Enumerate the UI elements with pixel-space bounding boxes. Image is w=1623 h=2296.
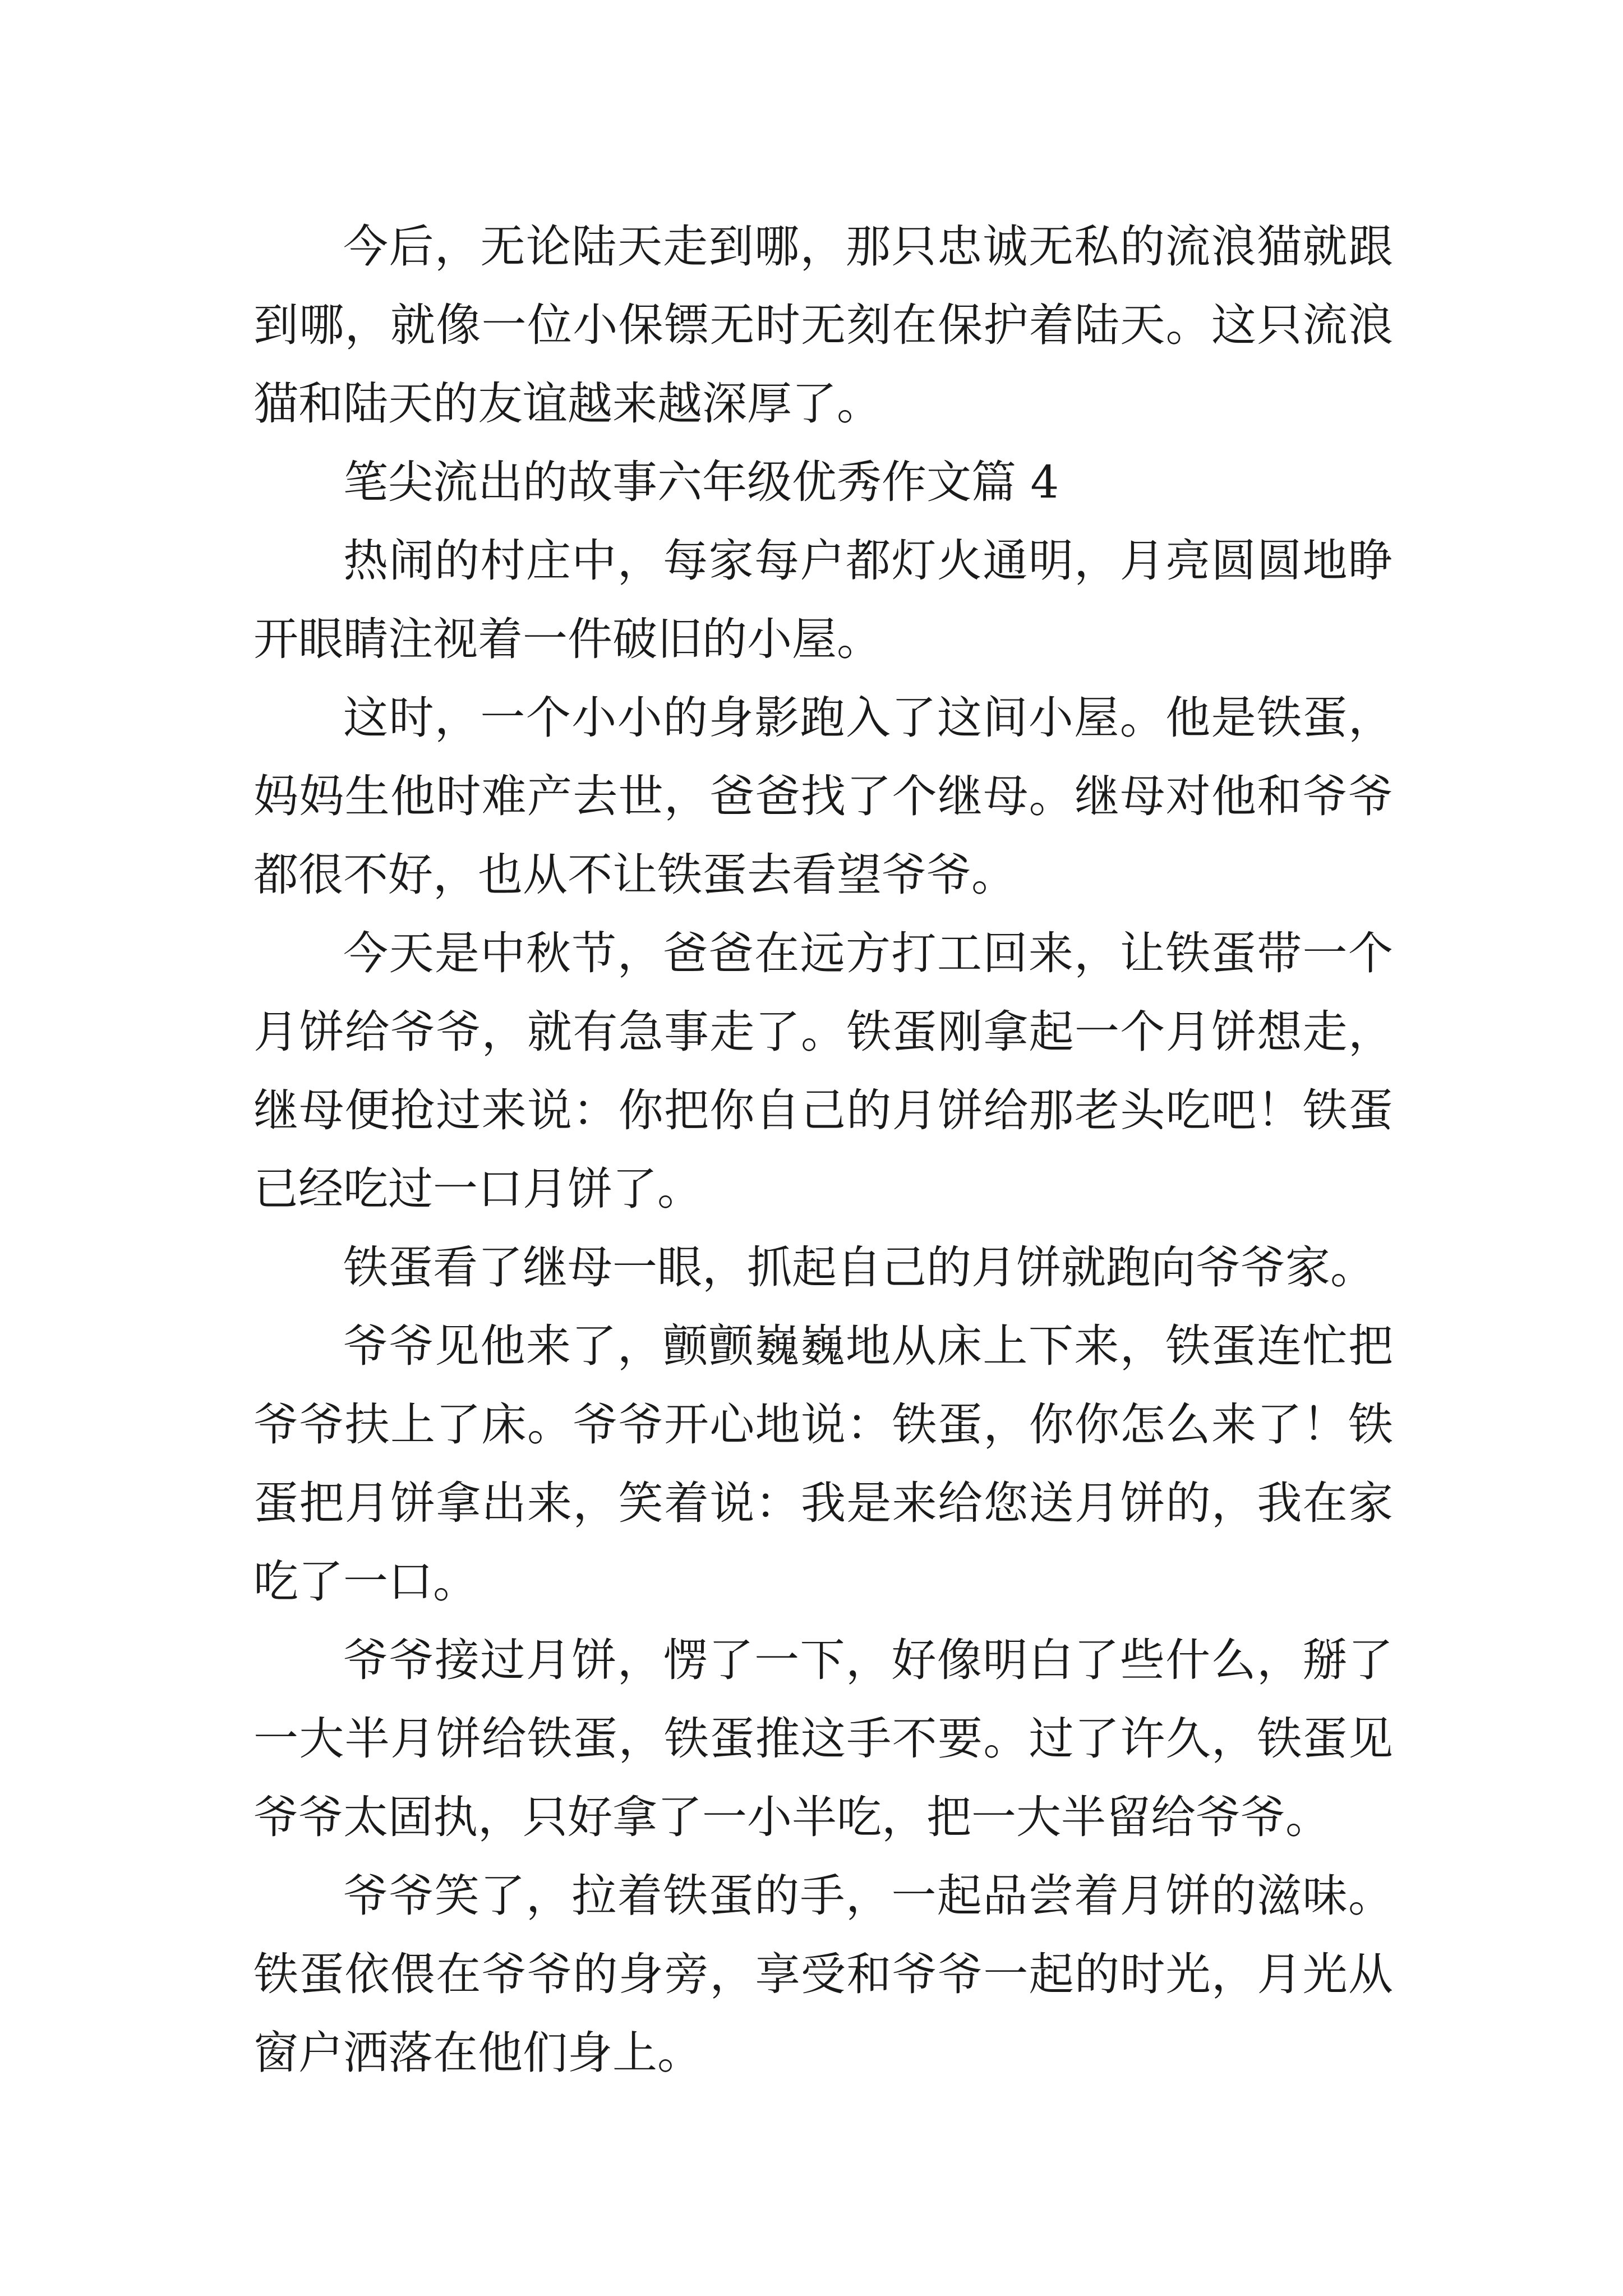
paragraph-4: 今天是中秋节，爸爸在远方打工回来，让铁蛋带一个月饼给爷爷，就有急事走了。铁蛋刚拿起一个月饼想走，继母便抢过来说：你把你自己的月饼给那老头吃吧！铁蛋已经吃过一口月饼了。 xyxy=(253,927,1393,1215)
paragraph-3: 这时，一个小小的身影跑入了这间小屋。他是铁蛋，妈妈生他时难产去世，爸爸找了个继母。继母对他和爷爷都很不好，也从不让铁蛋去看望爷爷。 xyxy=(253,692,1393,901)
paragraph-2: 热闹的村庄中，每家每户都灯火通明，月亮圆圆地睁开眼睛注视着一件破旧的小屋。 xyxy=(253,535,1393,665)
paragraph-6: 爷爷见他来了，颤颤巍巍地从床上下来，铁蛋连忙把爷爷扶上了床。爷爷开心地说：铁蛋，你你怎么来了！铁蛋把月饼拿出来，笑着说：我是来给您送月饼的，我在家吃了一口。 xyxy=(253,1320,1393,1608)
paragraph-8: 爷爷笑了，拉着铁蛋的手，一起品尝着月饼的滋味。铁蛋依偎在爷爷的身旁，享受和爷爷一起的时光，月光从窗户洒落在他们身上。 xyxy=(253,1870,1393,2079)
paragraph-1: 今后，无论陆天走到哪，那只忠诚无私的流浪猫就跟到哪，就像一位小保镖无时无刻在保护着陆天。这只流浪猫和陆天的友谊越来越深厚了。 xyxy=(253,220,1393,430)
section-heading: 笔尖流出的故事六年级优秀作文篇 4 xyxy=(343,456,1059,508)
document-body xyxy=(253,208,1393,2092)
paragraph-7: 爷爷接过月饼，愣了一下，好像明白了些什么，掰了一大半月饼给铁蛋，铁蛋推这手不要。过了许久，铁蛋见爷爷太固执，只好拿了一小半吃，把一大半留给爷爷。 xyxy=(253,1634,1393,1843)
paragraph-5: 铁蛋看了继母一眼，抓起自己的月饼就跑向爷爷家。 xyxy=(343,1241,1375,1294)
